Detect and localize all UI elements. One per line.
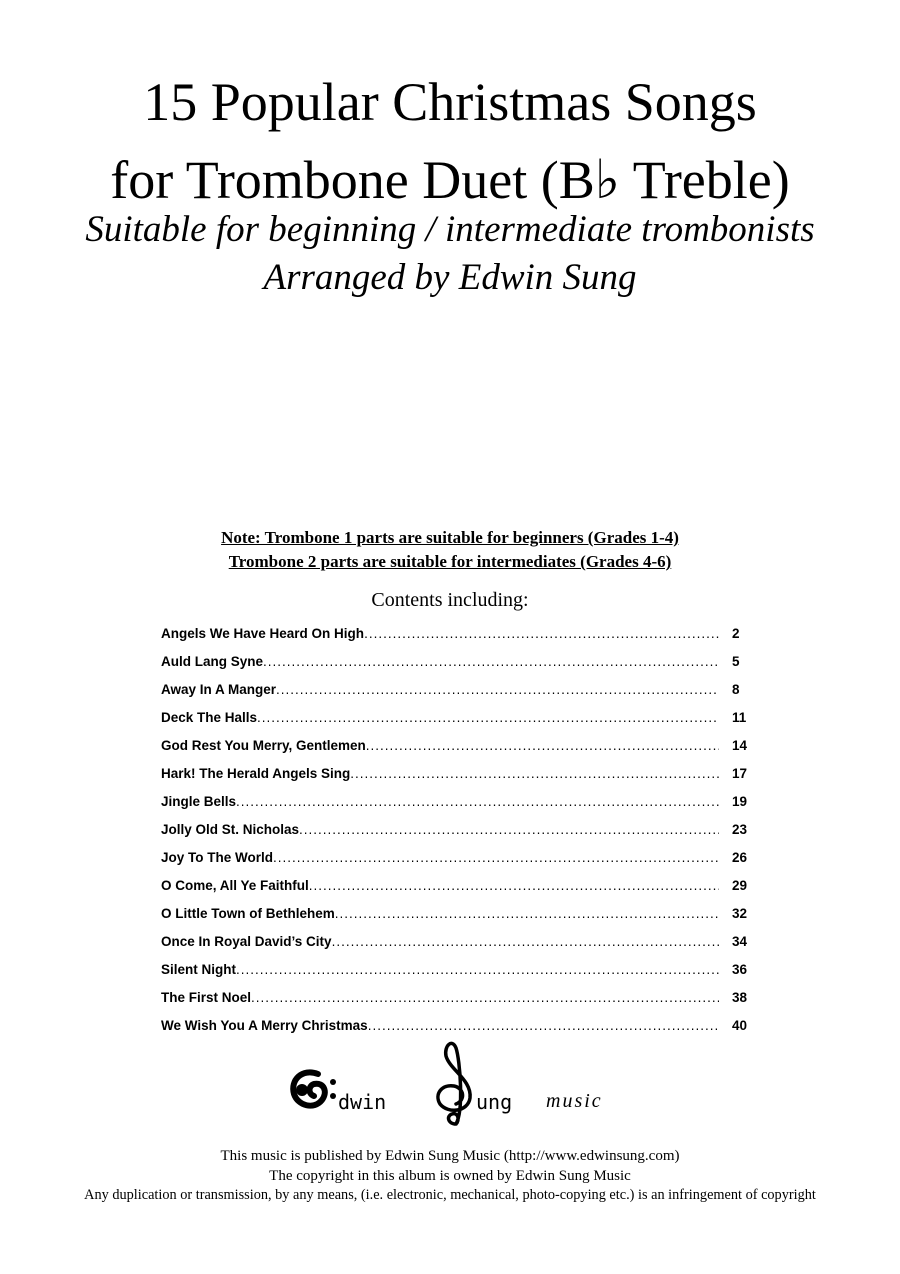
toc-title: Silent Night ..... [161, 956, 719, 984]
toc-row [161, 844, 761, 872]
contents-heading: Contents including: [371, 589, 529, 611]
toc-row [161, 1012, 761, 1040]
toc-title: We Wish You A Merry Christmas ..... [161, 1012, 719, 1040]
toc-page-number: 14 [732, 738, 748, 753]
toc-row [161, 816, 761, 844]
toc-page-number: 17 [732, 766, 748, 781]
bass-clef-icon [293, 1072, 336, 1105]
footer-notice: Any duplication or transmission, by any means, (i.e. electronic, mechanical, photo-copying etc.) is an infringement of copyright [84, 1187, 816, 1203]
toc-title: Away In A Manger ..... [161, 676, 719, 704]
toc-page-number: 40 [732, 1018, 748, 1033]
logo-graphic [288, 1040, 628, 1130]
toc-page-number: 2 [732, 626, 740, 641]
treble-clef-icon [438, 1043, 470, 1124]
toc-page-number: 5 [732, 654, 740, 669]
logo-text-ung: ung [476, 1090, 513, 1114]
note-line-1: Note: Trombone 1 parts are suitable for beginners (Grades 1-4) [221, 528, 679, 547]
note-line-2: Trombone 2 parts are suitable for intermediates (Grades 4-6) [228, 552, 672, 571]
toc-page-number: 26 [732, 850, 748, 865]
toc-page-number: 38 [732, 990, 748, 1005]
toc-page-number: 32 [732, 906, 748, 921]
toc-title: Deck The Halls ..... [161, 704, 719, 732]
toc-title: God Rest You Merry, Gentlemen ..... [161, 732, 719, 760]
toc-page-number: 36 [732, 962, 748, 977]
toc-row [161, 732, 761, 760]
edwin-sung-music-logo [288, 1040, 628, 1130]
logo-text-dwin: dwin [338, 1090, 387, 1114]
footer-copyright: The copyright in this album is owned by Edwin Sung Music [269, 1168, 631, 1184]
title-line-2: for Trombone Duet (B♭ Treble) [110, 150, 790, 210]
toc-row [161, 676, 761, 704]
footer-publisher: This music is published by Edwin Sung Music (http://www.edwinsung.com) [220, 1148, 680, 1164]
toc-page-number: 29 [732, 878, 748, 893]
toc-page-number: 11 [732, 710, 747, 725]
toc-row [161, 984, 761, 1012]
toc-row [161, 872, 761, 900]
toc-title: Jolly Old St. Nicholas ..... [161, 816, 719, 844]
toc-row [161, 928, 761, 956]
toc-page-number: 34 [732, 934, 748, 949]
toc-row [161, 620, 761, 648]
toc-title: O Come, All Ye Faithful ..... [161, 872, 719, 900]
subtitle-line-1: Suitable for beginning / intermediate trombonists [85, 209, 815, 250]
logo-text-music: music [546, 1090, 603, 1112]
toc-title: O Little Town of Bethlehem ..... [161, 900, 719, 928]
table-of-contents [161, 620, 761, 1040]
toc-row [161, 788, 761, 816]
toc-title: Joy To The World ..... [161, 844, 719, 872]
toc-title: Jingle Bells ..... [161, 788, 719, 816]
toc-page-number: 19 [732, 794, 748, 809]
toc-row [161, 956, 761, 984]
toc-title: Auld Lang Syne ..... [161, 648, 719, 676]
toc-row [161, 648, 761, 676]
toc-row [161, 704, 761, 732]
arranger-credit: Arranged by Edwin Sung [263, 257, 637, 298]
toc-page-number: 8 [732, 682, 740, 697]
toc-title: Once In Royal David’s City ..... [161, 928, 719, 956]
toc-title: Hark! The Herald Angels Sing ..... [161, 760, 719, 788]
toc-title: The First Noel ..... [161, 984, 719, 1012]
toc-page-number: 23 [732, 822, 748, 837]
toc-row [161, 900, 761, 928]
toc-row [161, 760, 761, 788]
title-line-1: 15 Popular Christmas Songs [143, 72, 757, 132]
toc-title: Angels We Have Heard On High ..... [161, 620, 719, 648]
